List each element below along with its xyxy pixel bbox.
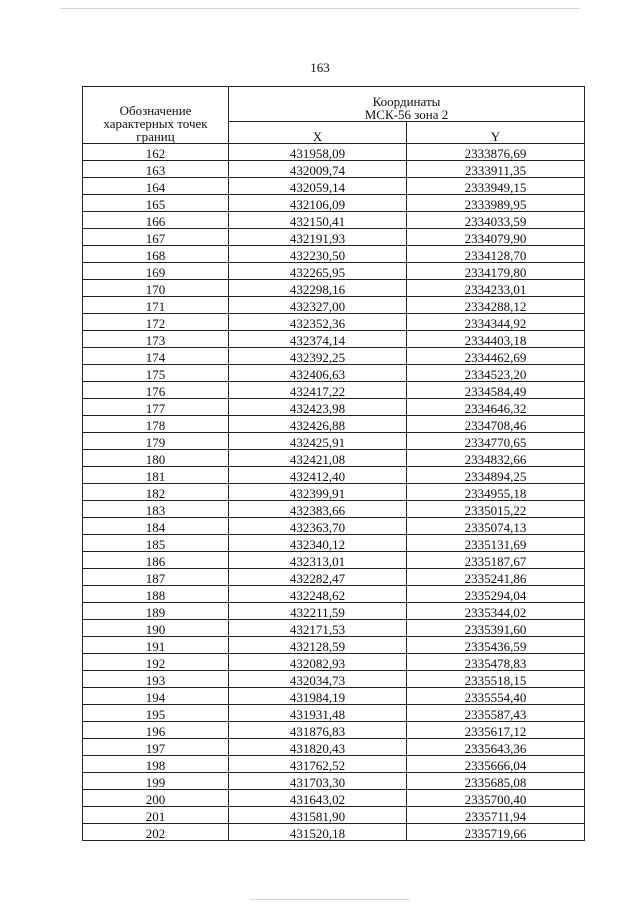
- cell-point: 174: [83, 348, 229, 365]
- table-row: [83, 807, 585, 824]
- cell-point: 197: [83, 739, 229, 756]
- cell-point: 195: [83, 705, 229, 722]
- table-row: [83, 297, 585, 314]
- cell-y: 2335554,40: [407, 688, 585, 705]
- table-row: [83, 603, 585, 620]
- cell-y: 2334894,25: [407, 467, 585, 484]
- table-row: [83, 722, 585, 739]
- cell-point: 191: [83, 637, 229, 654]
- cell-point: 202: [83, 824, 229, 841]
- cell-x: 432406,63: [229, 365, 407, 382]
- cell-x: 432059,14: [229, 178, 407, 195]
- cell-point: 177: [83, 399, 229, 416]
- cell-point: 166: [83, 212, 229, 229]
- cell-x: 432248,62: [229, 586, 407, 603]
- cell-point: 183: [83, 501, 229, 518]
- table-row: [83, 433, 585, 450]
- cell-y: 2335518,15: [407, 671, 585, 688]
- cell-x: 432421,08: [229, 450, 407, 467]
- cell-point: 188: [83, 586, 229, 603]
- cell-x: 432265,95: [229, 263, 407, 280]
- cell-y: 2334233,01: [407, 280, 585, 297]
- coordinates-table: [82, 86, 585, 841]
- cell-x: 432363,70: [229, 518, 407, 535]
- table-row: [83, 195, 585, 212]
- cell-x: 431820,43: [229, 739, 407, 756]
- cell-point: 184: [83, 518, 229, 535]
- table-row: [83, 518, 585, 535]
- cell-point: 173: [83, 331, 229, 348]
- table-row: [83, 229, 585, 246]
- cell-y: 2334955,18: [407, 484, 585, 501]
- cell-y: 2335344,02: [407, 603, 585, 620]
- cell-point: 180: [83, 450, 229, 467]
- table-row: [83, 382, 585, 399]
- cell-x: 432417,22: [229, 382, 407, 399]
- cell-point: 164: [83, 178, 229, 195]
- cell-y: 2334832,66: [407, 450, 585, 467]
- cell-point: 192: [83, 654, 229, 671]
- table-row: [83, 178, 585, 195]
- cell-point: 170: [83, 280, 229, 297]
- cell-point: 171: [83, 297, 229, 314]
- table-row: [83, 654, 585, 671]
- table-row: [83, 263, 585, 280]
- cell-x: 432423,98: [229, 399, 407, 416]
- cell-y: 2333949,15: [407, 178, 585, 195]
- cell-point: 187: [83, 569, 229, 586]
- cell-point: 165: [83, 195, 229, 212]
- cell-x: 432313,01: [229, 552, 407, 569]
- header-coordinates-title: Координаты: [372, 94, 441, 109]
- table-row: [83, 637, 585, 654]
- cell-x: 432128,59: [229, 637, 407, 654]
- cell-y: 2334462,69: [407, 348, 585, 365]
- table-row: [83, 399, 585, 416]
- table-row: [83, 586, 585, 603]
- cell-y: 2334033,59: [407, 212, 585, 229]
- scan-artifact-top: [60, 8, 580, 9]
- cell-x: 431581,90: [229, 807, 407, 824]
- cell-x: 432282,47: [229, 569, 407, 586]
- cell-point: 189: [83, 603, 229, 620]
- cell-point: 175: [83, 365, 229, 382]
- table-row: [83, 365, 585, 382]
- cell-x: 432009,74: [229, 161, 407, 178]
- scan-artifact-bottom: [250, 899, 410, 900]
- cell-point: 200: [83, 790, 229, 807]
- cell-y: 2334403,18: [407, 331, 585, 348]
- table-row: [83, 450, 585, 467]
- cell-point: 163: [83, 161, 229, 178]
- cell-y: 2334344,92: [407, 314, 585, 331]
- cell-point: 185: [83, 535, 229, 552]
- cell-point: 172: [83, 314, 229, 331]
- table-row: [83, 501, 585, 518]
- table-row: [83, 144, 585, 161]
- header-y: Y: [407, 122, 585, 144]
- cell-y: 2335700,40: [407, 790, 585, 807]
- cell-point: 199: [83, 773, 229, 790]
- cell-x: 432426,88: [229, 416, 407, 433]
- cell-point: 193: [83, 671, 229, 688]
- cell-y: 2333989,95: [407, 195, 585, 212]
- cell-x: 431984,19: [229, 688, 407, 705]
- cell-point: 178: [83, 416, 229, 433]
- cell-y: 2335478,83: [407, 654, 585, 671]
- table-row: [83, 212, 585, 229]
- cell-y: 2335391,60: [407, 620, 585, 637]
- cell-y: 2334708,46: [407, 416, 585, 433]
- cell-y: 2335131,69: [407, 535, 585, 552]
- cell-point: 162: [83, 144, 229, 161]
- cell-x: 432392,25: [229, 348, 407, 365]
- cell-x: 432383,66: [229, 501, 407, 518]
- cell-y: 2334288,12: [407, 297, 585, 314]
- table-row: [83, 790, 585, 807]
- cell-x: 432399,91: [229, 484, 407, 501]
- cell-y: 2335617,12: [407, 722, 585, 739]
- cell-x: 432374,14: [229, 331, 407, 348]
- cell-y: 2335643,36: [407, 739, 585, 756]
- cell-y: 2335685,08: [407, 773, 585, 790]
- cell-x: 432191,93: [229, 229, 407, 246]
- cell-point: 198: [83, 756, 229, 773]
- table-row: [83, 756, 585, 773]
- cell-x: 431643,02: [229, 790, 407, 807]
- cell-x: 432327,00: [229, 297, 407, 314]
- cell-y: 2334179,80: [407, 263, 585, 280]
- cell-point: 186: [83, 552, 229, 569]
- cell-y: 2335711,94: [407, 807, 585, 824]
- cell-y: 2335241,86: [407, 569, 585, 586]
- cell-x: 432034,73: [229, 671, 407, 688]
- table-row: [83, 569, 585, 586]
- table-row: [83, 688, 585, 705]
- table-row: [83, 773, 585, 790]
- cell-x: 432352,36: [229, 314, 407, 331]
- table-row: [83, 416, 585, 433]
- cell-y: 2334770,65: [407, 433, 585, 450]
- cell-point: 169: [83, 263, 229, 280]
- cell-x: 431703,30: [229, 773, 407, 790]
- table-row: [83, 246, 585, 263]
- table-row: [83, 620, 585, 637]
- cell-x: 432106,09: [229, 195, 407, 212]
- table-row: [83, 824, 585, 841]
- cell-y: 2334523,20: [407, 365, 585, 382]
- cell-point: 176: [83, 382, 229, 399]
- header-x: X: [229, 122, 407, 144]
- cell-point: 179: [83, 433, 229, 450]
- cell-y: 2335436,59: [407, 637, 585, 654]
- header-coordinate-system: МСК-56 зона 2: [364, 107, 449, 122]
- cell-point: 196: [83, 722, 229, 739]
- table-row: [83, 348, 585, 365]
- table-row: [83, 331, 585, 348]
- cell-y: 2334646,32: [407, 399, 585, 416]
- table-row: [83, 705, 585, 722]
- cell-y: 2333911,35: [407, 161, 585, 178]
- cell-x: 432340,12: [229, 535, 407, 552]
- cell-point: 190: [83, 620, 229, 637]
- cell-x: 431876,83: [229, 722, 407, 739]
- table-row: [83, 314, 585, 331]
- cell-y: 2334584,49: [407, 382, 585, 399]
- cell-point: 167: [83, 229, 229, 246]
- cell-y: 2334079,90: [407, 229, 585, 246]
- cell-x: 432298,16: [229, 280, 407, 297]
- page-number: 163: [310, 60, 330, 75]
- table-row: [83, 161, 585, 178]
- cell-y: 2333876,69: [407, 144, 585, 161]
- cell-x: 431520,18: [229, 824, 407, 841]
- cell-x: 432412,40: [229, 467, 407, 484]
- table-body: [83, 144, 585, 841]
- cell-y: 2335187,67: [407, 552, 585, 569]
- cell-x: 432211,59: [229, 603, 407, 620]
- cell-y: 2335587,43: [407, 705, 585, 722]
- table-row: [83, 671, 585, 688]
- cell-y: 2335294,04: [407, 586, 585, 603]
- cell-y: 2335666,04: [407, 756, 585, 773]
- cell-point: 201: [83, 807, 229, 824]
- cell-point: 194: [83, 688, 229, 705]
- cell-y: 2334128,70: [407, 246, 585, 263]
- table-row: [83, 467, 585, 484]
- table-row: [83, 739, 585, 756]
- cell-x: 432082,93: [229, 654, 407, 671]
- cell-x: 432171,53: [229, 620, 407, 637]
- cell-y: 2335074,13: [407, 518, 585, 535]
- cell-y: 2335719,66: [407, 824, 585, 841]
- cell-y: 2335015,22: [407, 501, 585, 518]
- cell-x: 431762,52: [229, 756, 407, 773]
- cell-x: 432150,41: [229, 212, 407, 229]
- table-row: [83, 484, 585, 501]
- cell-point: 181: [83, 467, 229, 484]
- table-row: [83, 280, 585, 297]
- table-row: [83, 552, 585, 569]
- cell-point: 182: [83, 484, 229, 501]
- table-row: [83, 535, 585, 552]
- cell-x: 432230,50: [229, 246, 407, 263]
- header-coordinates: [229, 87, 585, 122]
- header-point-designation: Обозначение характерных точек границ: [83, 87, 229, 144]
- cell-x: 431958,09: [229, 144, 407, 161]
- cell-x: 431931,48: [229, 705, 407, 722]
- cell-x: 432425,91: [229, 433, 407, 450]
- cell-point: 168: [83, 246, 229, 263]
